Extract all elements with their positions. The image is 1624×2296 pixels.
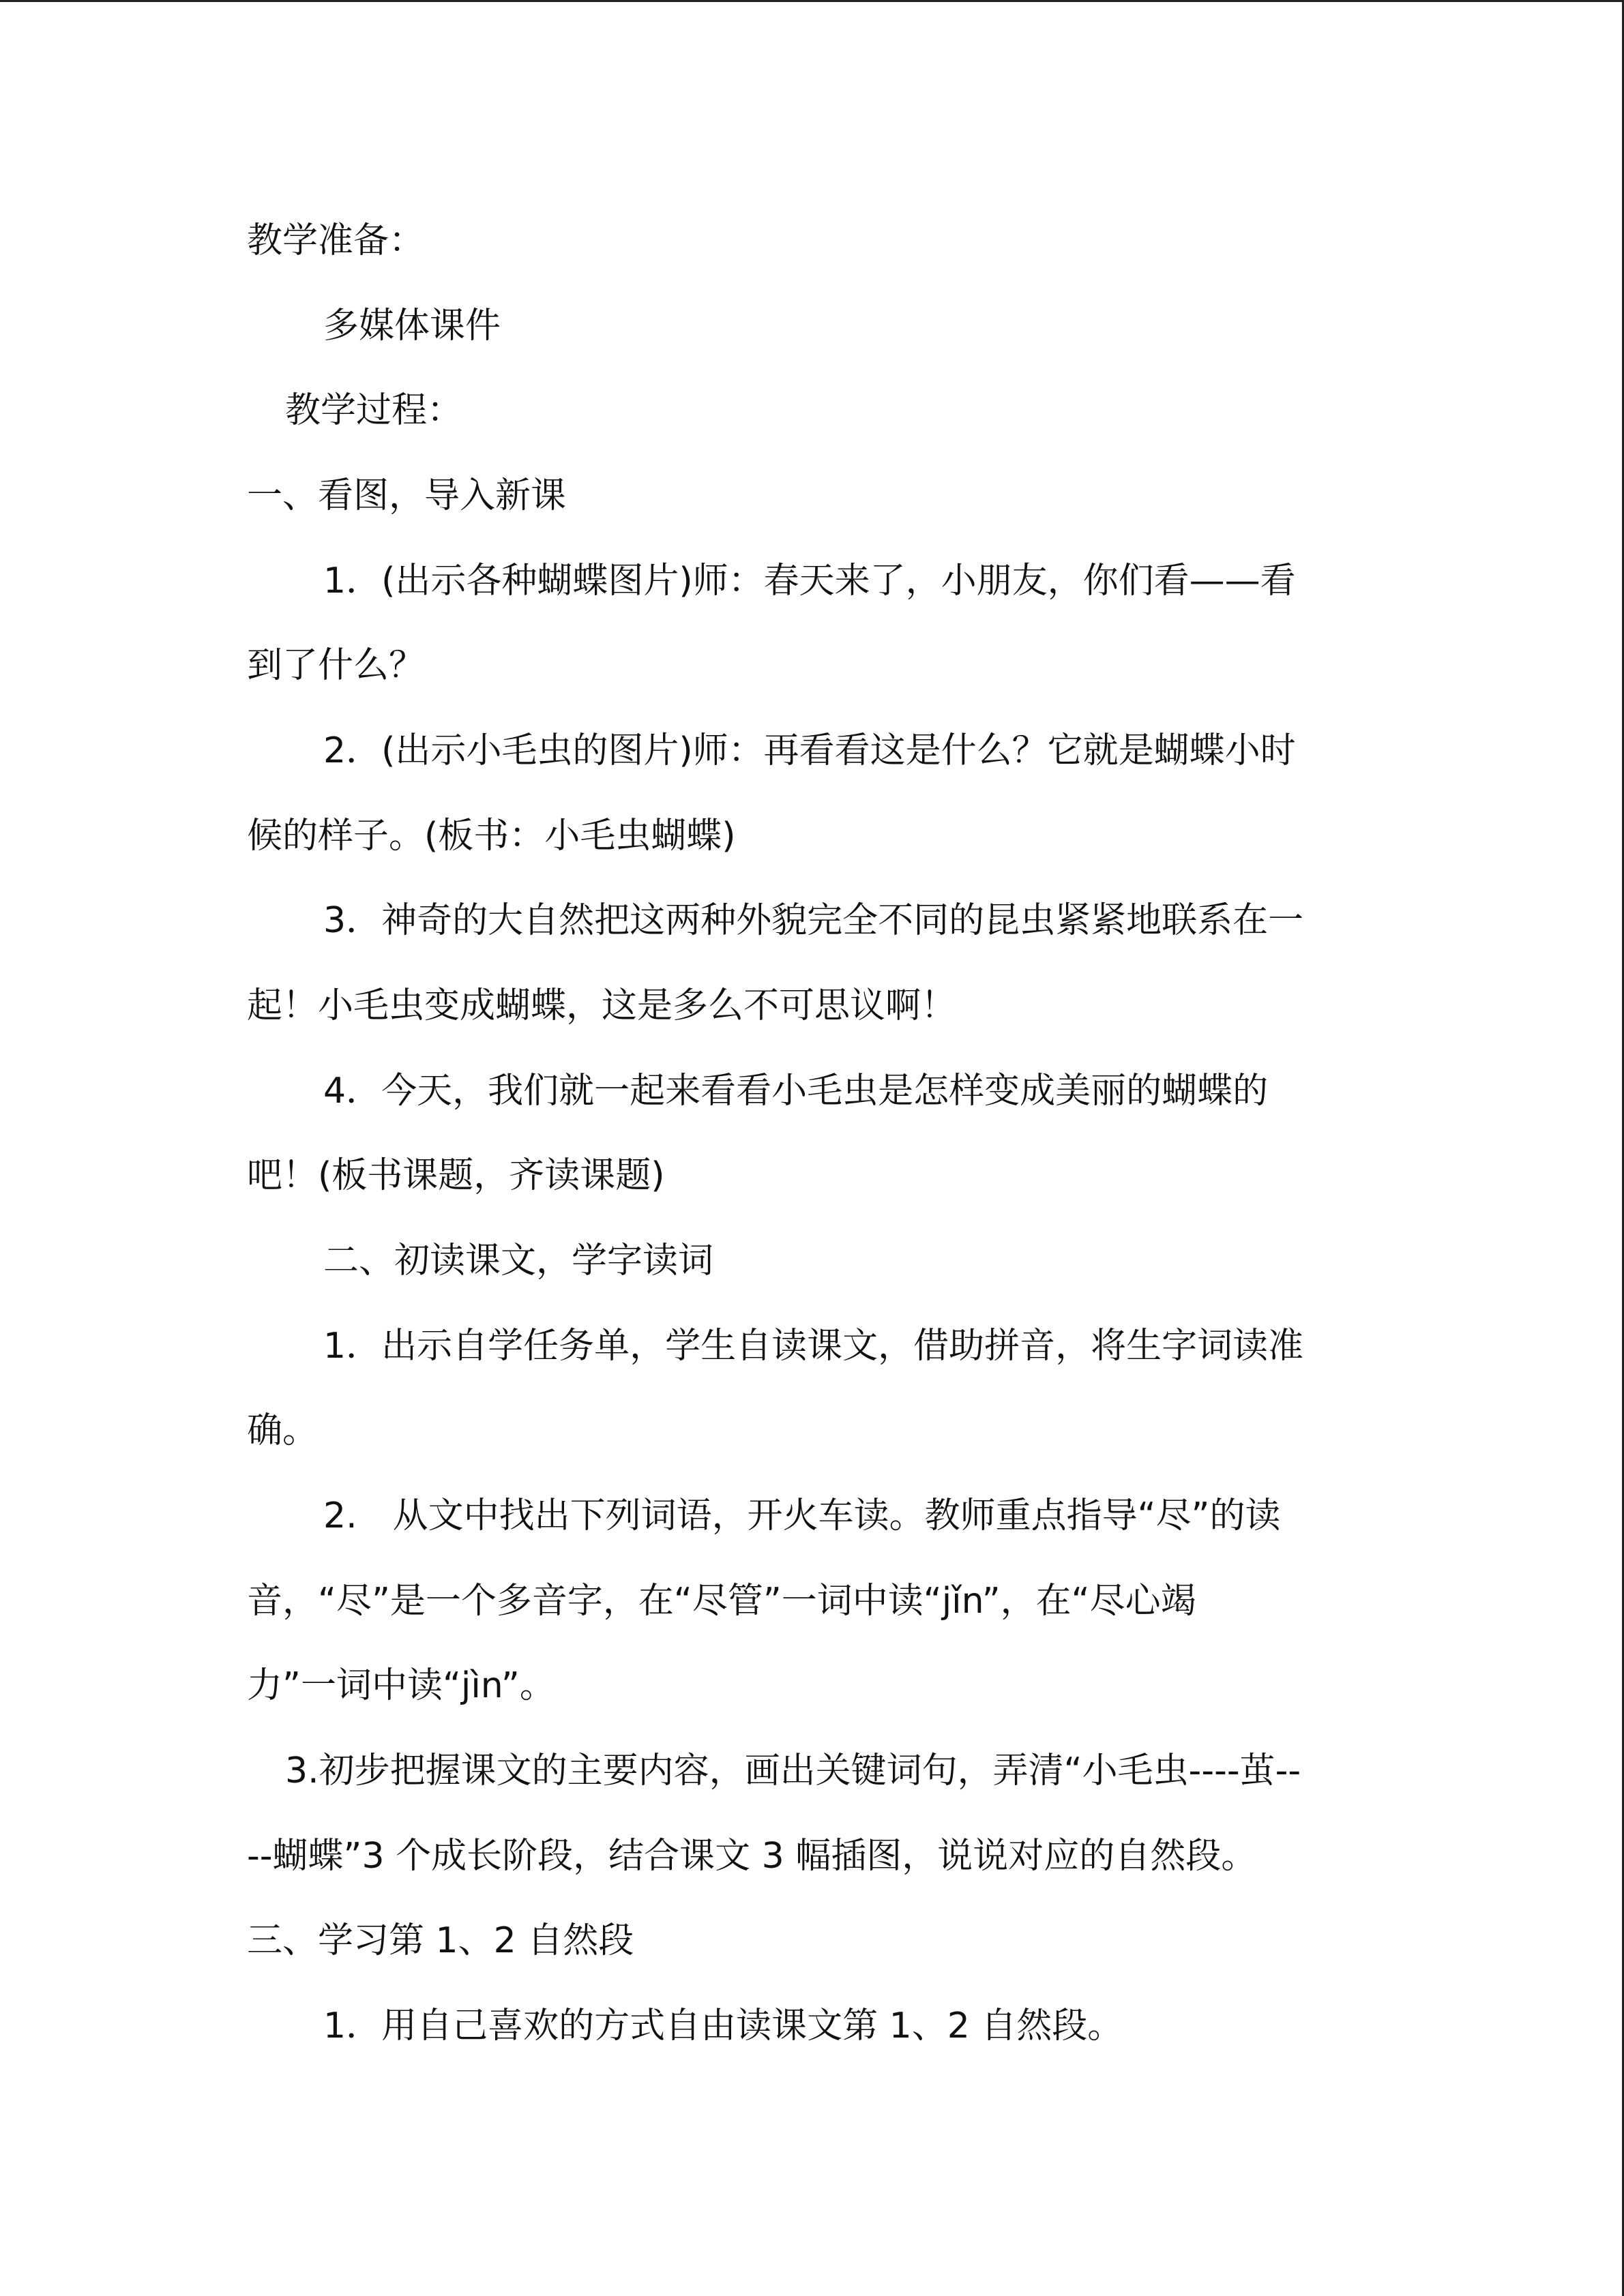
text-line-teaching-prep: 教学准备：	[247, 220, 425, 261]
text-line-multimedia: 多媒体课件	[323, 305, 501, 346]
paragraph-line: 3.初步把握课文的主要内容，画出关键词句，弄清“小毛虫----茧--	[285, 1750, 1301, 1791]
paragraph-line: 吧！(板书课题，齐读课题)	[247, 1155, 665, 1196]
paragraph-line: 1．出示自学任务单，学生自读课文，借助拼音，将生字词读准	[323, 1326, 1304, 1367]
paragraph-line: 2．(出示小毛虫的图片)师：再看看这是什么？它就是蝴蝶小时	[323, 730, 1296, 771]
section-heading-2: 二、初读课文，学字读词	[323, 1240, 714, 1281]
page-top-border	[0, 0, 1624, 2]
paragraph-line: 候的样子。(板书：小毛虫蝴蝶)	[247, 816, 736, 856]
paragraph-line: 起！小毛虫变成蝴蝶，这是多么不可思议啊！	[247, 985, 957, 1026]
paragraph-line: --蝴蝶”3 个成长阶段，结合课文 3 幅插图，说说对应的自然段。	[247, 1836, 1257, 1877]
paragraph-line: 确。	[247, 1410, 319, 1451]
paragraph-line: 1．(出示各种蝴蝶图片)师：春天来了，小朋友，你们看——看	[323, 561, 1296, 601]
paragraph-line: 音，“尽”是一个多音字，在“尽管”一词中读“jǐn”，在“尽心竭	[247, 1581, 1196, 1622]
paragraph-line: 力”一词中读“jìn”。	[247, 1665, 555, 1706]
paragraph-line: 2. 从文中找出下列词语，开火车读。教师重点指导“尽”的读	[323, 1495, 1281, 1536]
text-line-teaching-process: 教学过程：	[285, 390, 463, 431]
paragraph-line: 1．用自己喜欢的方式自由读课文第 1、2 自然段。	[323, 2006, 1123, 2046]
paragraph-line: 到了什么？	[247, 645, 425, 686]
section-heading-1: 一、看图，导入新课	[247, 475, 567, 516]
paragraph-line: 4．今天，我们就一起来看看小毛虫是怎样变成美丽的蝴蝶的	[323, 1071, 1269, 1112]
paragraph-line: 3．神奇的大自然把这两种外貌完全不同的昆虫紧紧地联系在一	[323, 900, 1304, 941]
section-heading-3: 三、学习第 1、2 自然段	[247, 1920, 634, 1961]
